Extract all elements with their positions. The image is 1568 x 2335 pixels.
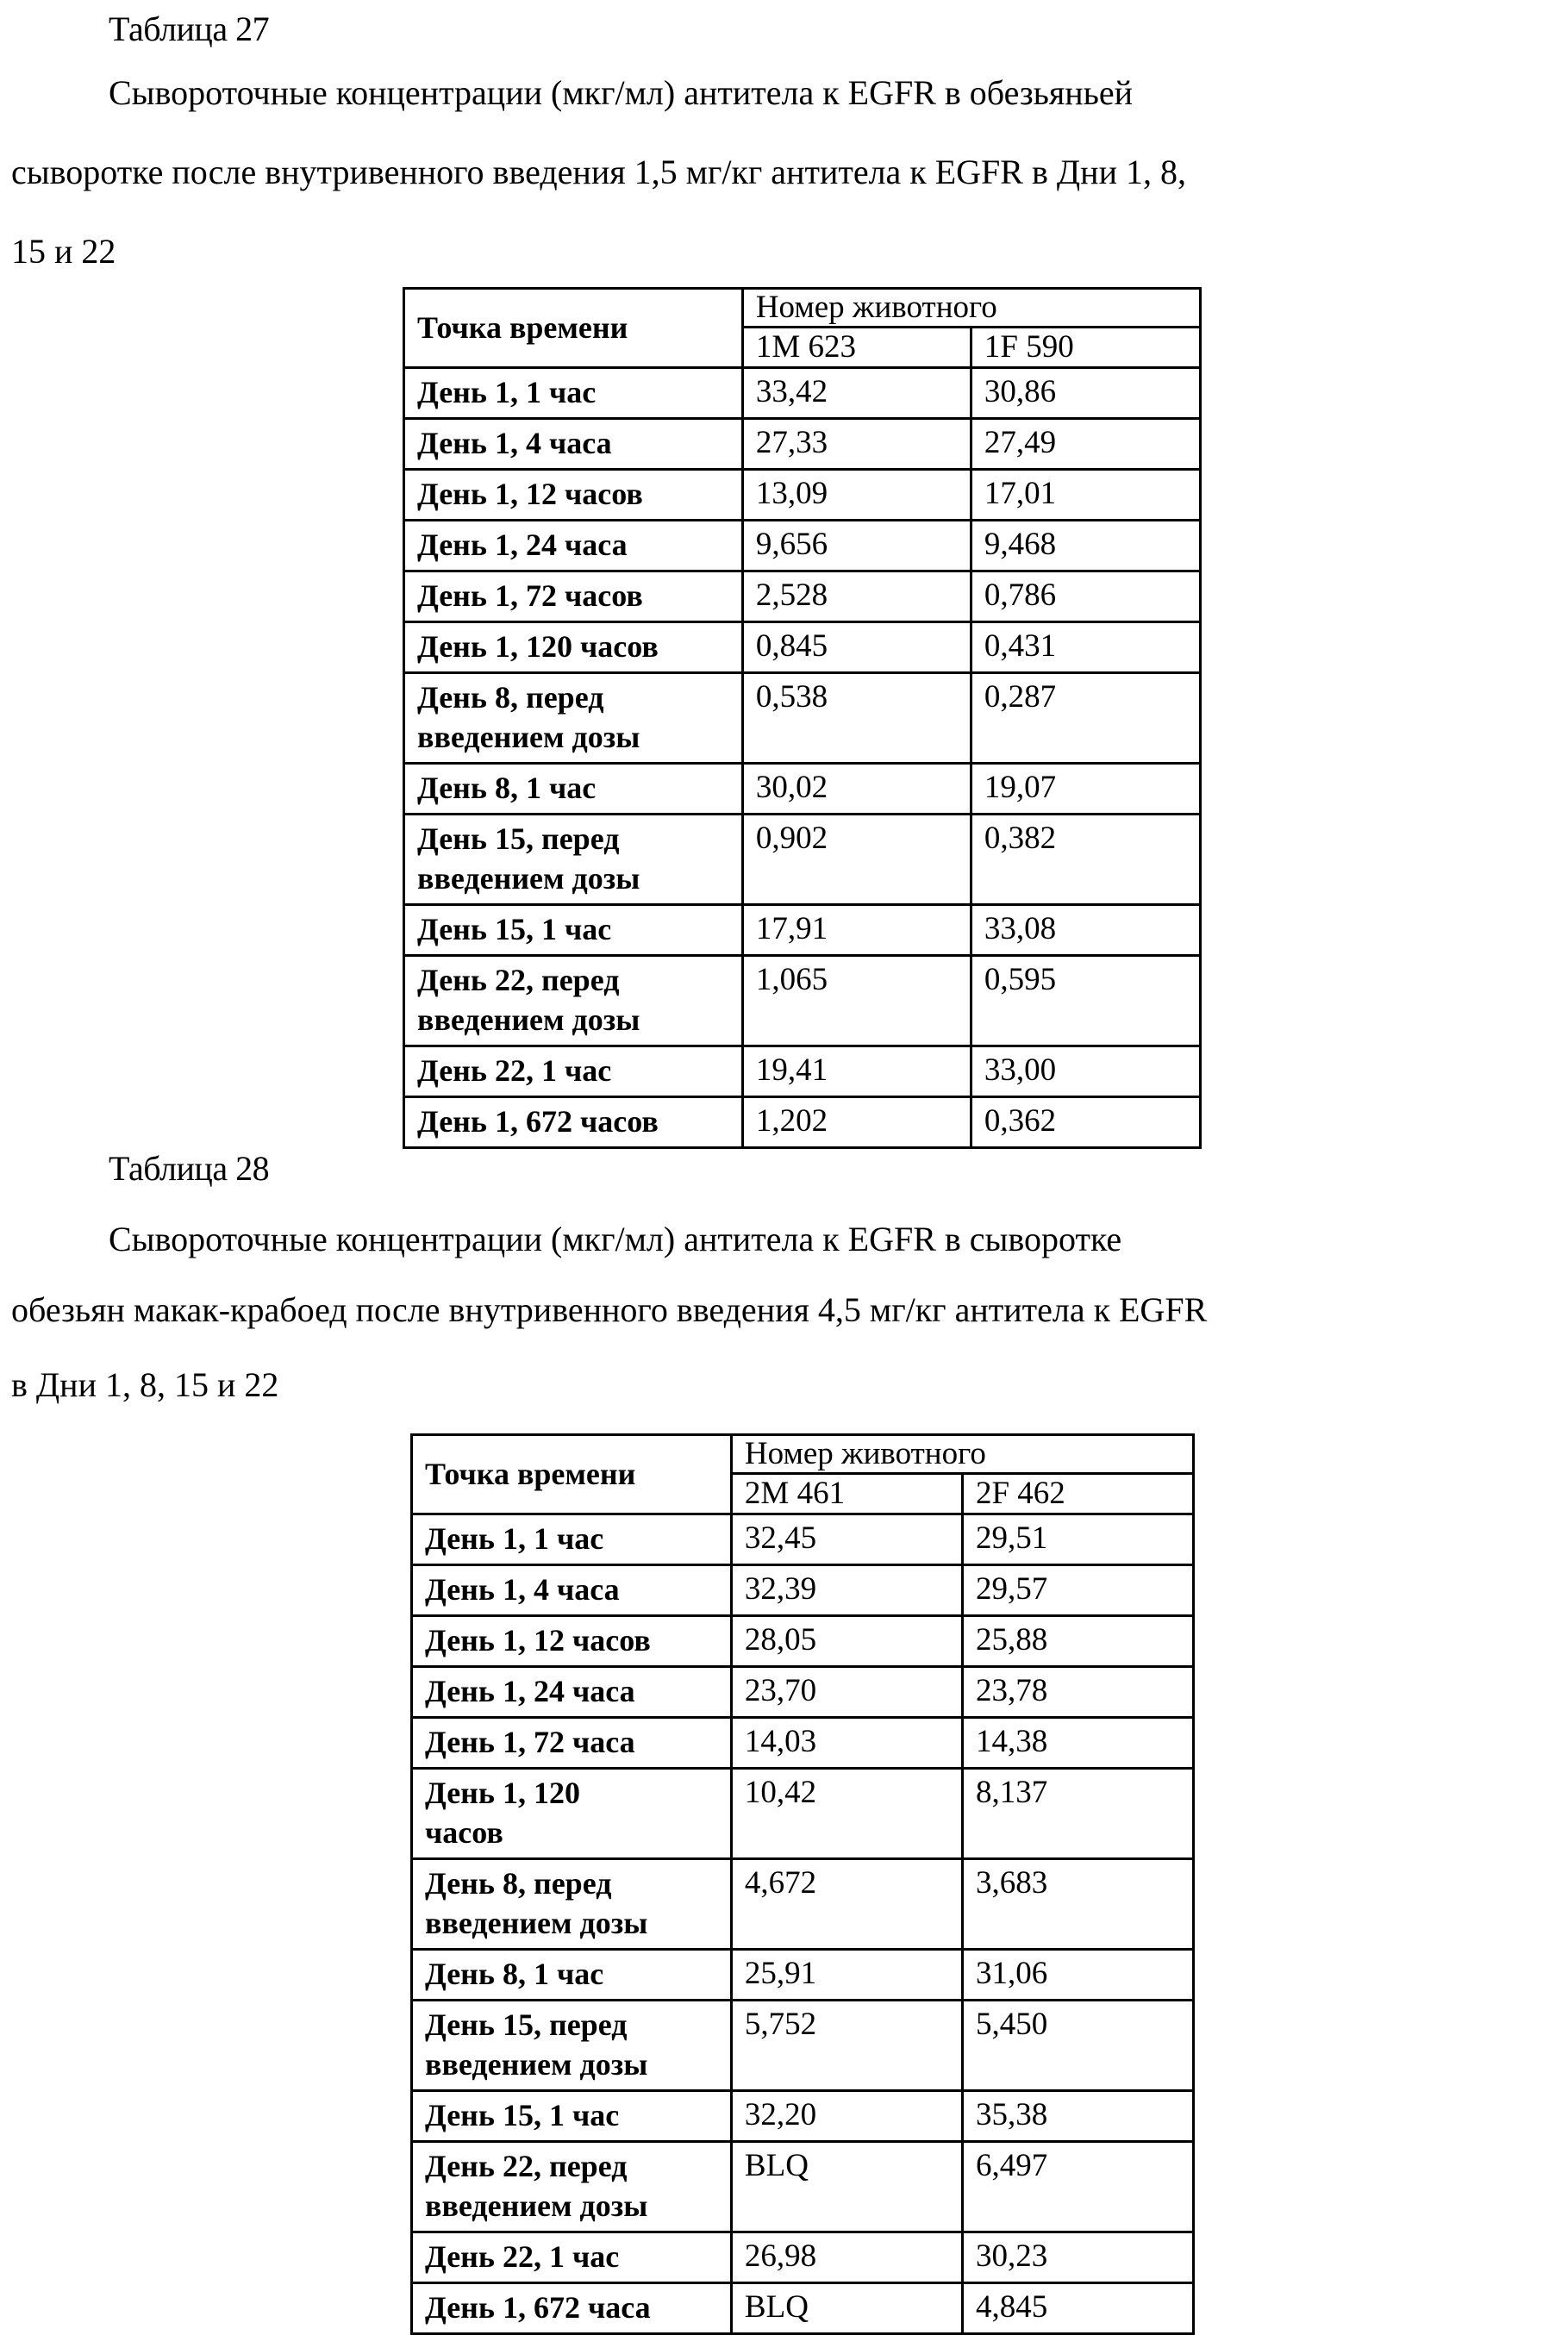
table-row — [404, 368, 1201, 419]
concentration-cell: 4,672 — [731, 1859, 962, 1950]
concentration-cell: 33,08 — [971, 905, 1200, 956]
time-point-text: введением дозы — [417, 720, 640, 754]
time-point-text: День 15, перед — [417, 821, 620, 856]
time-point-text: День 1, 72 часа — [425, 1725, 635, 1759]
concentration-cell: 19,07 — [971, 764, 1200, 815]
time-point-text: День 1, 12 часов — [425, 1623, 651, 1658]
table-28-body — [412, 1435, 1194, 2334]
time-point-cell — [404, 1097, 743, 1148]
time-point-text: День 1, 72 часов — [417, 578, 643, 613]
time-point-cell — [412, 1769, 732, 1859]
table-row — [412, 2091, 1194, 2142]
time-point-text: День 1, 1 час — [417, 375, 597, 409]
time-point-cell — [404, 905, 743, 956]
table-row — [412, 1565, 1194, 1616]
concentration-cell: 5,752 — [731, 2001, 962, 2091]
table-27-caption-line-1: Сывороточные концентрации (мкг/мл) антитела к EGFR в обезьяньей — [109, 73, 1134, 112]
table-row — [404, 1046, 1201, 1097]
table-row — [412, 1616, 1194, 1667]
concentration-cell: 9,468 — [971, 521, 1200, 571]
concentration-cell: 0,786 — [971, 571, 1200, 622]
table-row — [412, 1667, 1194, 1718]
time-point-cell — [404, 521, 743, 571]
time-point-text: введением дозы — [425, 2047, 648, 2082]
time-point-text: введением дозы — [417, 1002, 640, 1037]
concentration-cell: 6,497 — [962, 2142, 1193, 2232]
concentration-cell: BLQ — [731, 2142, 962, 2232]
time-point-cell — [404, 368, 743, 419]
table-row — [412, 1514, 1194, 1565]
table-27-label: Таблица 27 — [109, 9, 270, 48]
concentration-cell: 14,38 — [962, 1718, 1193, 1769]
time-point-text: День 22, 1 час — [417, 1053, 612, 1088]
time-point-text: День 1, 24 часа — [417, 528, 628, 562]
concentration-cell: 17,01 — [971, 470, 1200, 521]
table-row — [404, 521, 1201, 571]
table-28-caption-line-3: в Дни 1, 8, 15 и 22 — [11, 1365, 279, 1404]
table-row — [412, 2142, 1194, 2232]
time-point-cell — [412, 1718, 732, 1769]
table-row — [404, 673, 1201, 764]
animal-number-header: Номер животного — [731, 1435, 1193, 1474]
time-point-cell — [404, 815, 743, 905]
time-point-text: День 8, 1 час — [425, 1957, 604, 1991]
time-point-text: День 8, перед — [417, 680, 604, 715]
table-28-label: Таблица 28 — [109, 1149, 270, 1188]
concentration-cell: 1,065 — [742, 956, 971, 1046]
concentration-cell: 0,431 — [971, 622, 1200, 673]
time-point-cell — [412, 1514, 732, 1565]
time-point-text: День 15, 1 час — [425, 2098, 620, 2132]
animal-id-header: 2M 461 — [731, 1474, 962, 1514]
table-row — [404, 905, 1201, 956]
concentration-cell: 0,595 — [971, 956, 1200, 1046]
table-row — [412, 1718, 1194, 1769]
time-point-text: День 15, 1 час — [417, 912, 612, 946]
time-point-cell — [412, 1950, 732, 2001]
concentration-cell: 0,538 — [742, 673, 971, 764]
time-point-cell — [404, 673, 743, 764]
table-row — [412, 2283, 1194, 2334]
time-point-text: День 1, 4 часа — [417, 426, 612, 460]
time-point-text: День 1, 12 часов — [417, 477, 643, 511]
time-point-cell — [404, 622, 743, 673]
table-row — [412, 1769, 1194, 1859]
time-point-text: День 1, 4 часа — [425, 1572, 620, 1607]
concentration-cell: 0,382 — [971, 815, 1200, 905]
concentration-cell: 28,05 — [731, 1616, 962, 1667]
table-28 — [410, 1433, 1195, 2335]
concentration-cell: 35,38 — [962, 2091, 1193, 2142]
concentration-cell: 13,09 — [742, 470, 971, 521]
table-27-caption-line-3: 15 и 22 — [11, 232, 116, 271]
concentration-cell: 23,70 — [731, 1667, 962, 1718]
time-point-text: введением дозы — [425, 1906, 648, 1940]
time-point-cell — [412, 2142, 732, 2232]
animal-id-header: 1F 590 — [971, 328, 1200, 368]
concentration-cell: 25,88 — [962, 1616, 1193, 1667]
concentration-cell: 30,02 — [742, 764, 971, 815]
header-row — [412, 1435, 1194, 1474]
concentration-cell: 2,528 — [742, 571, 971, 622]
time-point-text: День 8, 1 час — [417, 771, 597, 805]
concentration-cell: 33,00 — [971, 1046, 1200, 1097]
time-point-header: Точка времени — [404, 289, 743, 368]
time-point-text: День 22, перед — [417, 963, 620, 997]
concentration-cell: 0,362 — [971, 1097, 1200, 1148]
concentration-cell: 27,49 — [971, 419, 1200, 470]
concentration-cell: 32,45 — [731, 1514, 962, 1565]
time-point-cell — [404, 470, 743, 521]
time-point-header: Точка времени — [412, 1435, 732, 1514]
time-point-cell — [412, 2091, 732, 2142]
time-point-text: День 1, 120 — [425, 1776, 580, 1810]
time-point-cell — [404, 956, 743, 1046]
time-point-cell — [404, 419, 743, 470]
concentration-cell: 19,41 — [742, 1046, 971, 1097]
concentration-cell: 25,91 — [731, 1950, 962, 2001]
time-point-text: День 8, перед — [425, 1866, 612, 1901]
concentration-cell: 17,91 — [742, 905, 971, 956]
table-row — [412, 2001, 1194, 2091]
time-point-cell — [412, 1667, 732, 1718]
concentration-cell: BLQ — [731, 2283, 962, 2334]
table-row — [404, 622, 1201, 673]
concentration-cell: 0,845 — [742, 622, 971, 673]
time-point-text: День 22, 1 час — [425, 2239, 620, 2274]
table-28-caption-line-1: Сывороточные концентрации (мкг/мл) антитела к EGFR в сыворотке — [109, 1220, 1122, 1258]
table-row — [404, 470, 1201, 521]
concentration-cell: 23,78 — [962, 1667, 1193, 1718]
table-row — [412, 1950, 1194, 2001]
concentration-cell: 1,202 — [742, 1097, 971, 1148]
time-point-text: введением дозы — [417, 861, 640, 896]
concentration-cell: 3,683 — [962, 1859, 1193, 1950]
concentration-cell: 30,86 — [971, 368, 1200, 419]
animal-number-header: Номер животного — [742, 289, 1200, 328]
time-point-cell — [404, 571, 743, 622]
concentration-cell: 30,23 — [962, 2232, 1193, 2283]
time-point-text: День 22, перед — [425, 2149, 628, 2183]
time-point-cell — [412, 2001, 732, 2091]
time-point-text: День 1, 672 часов — [417, 1104, 659, 1139]
table-row — [404, 571, 1201, 622]
table-27-body — [404, 289, 1201, 1148]
table-27 — [403, 287, 1202, 1149]
concentration-cell: 29,57 — [962, 1565, 1193, 1616]
concentration-cell: 32,39 — [731, 1565, 962, 1616]
table-row — [404, 815, 1201, 905]
concentration-cell: 4,845 — [962, 2283, 1193, 2334]
concentration-cell: 31,06 — [962, 1950, 1193, 2001]
time-point-cell — [404, 1046, 743, 1097]
table-row — [404, 419, 1201, 470]
concentration-cell: 14,03 — [731, 1718, 962, 1769]
animal-id-header: 1M 623 — [742, 328, 971, 368]
time-point-cell — [412, 1616, 732, 1667]
concentration-cell: 5,450 — [962, 2001, 1193, 2091]
header-row — [404, 289, 1201, 328]
time-point-cell — [412, 1859, 732, 1950]
concentration-cell: 0,287 — [971, 673, 1200, 764]
time-point-text: День 1, 672 часа — [425, 2290, 651, 2325]
concentration-cell: 0,902 — [742, 815, 971, 905]
concentration-cell: 8,137 — [962, 1769, 1193, 1859]
table-row — [412, 2232, 1194, 2283]
concentration-cell: 10,42 — [731, 1769, 962, 1859]
time-point-cell — [404, 764, 743, 815]
time-point-text: введением дозы — [425, 2188, 648, 2223]
time-point-text: часов — [425, 1815, 503, 1850]
time-point-cell — [412, 1565, 732, 1616]
time-point-cell — [412, 2283, 732, 2334]
time-point-text: День 1, 120 часов — [417, 629, 659, 664]
concentration-cell: 32,20 — [731, 2091, 962, 2142]
time-point-text: День 1, 24 часа — [425, 1674, 635, 1708]
table-row — [412, 1859, 1194, 1950]
concentration-cell: 26,98 — [731, 2232, 962, 2283]
table-row — [404, 1097, 1201, 1148]
concentration-cell: 29,51 — [962, 1514, 1193, 1565]
table-27-caption-line-2: сыворотке после внутривенного введения 1,5 мг/кг антитела к EGFR в Дни 1, 8, — [11, 153, 1186, 191]
table-row — [404, 764, 1201, 815]
animal-id-header: 2F 462 — [962, 1474, 1193, 1514]
time-point-cell — [412, 2232, 732, 2283]
table-28-caption-line-2: обезьян макак-крабоед после внутривенного введения 4,5 мг/кг антитела к EGFR — [11, 1290, 1208, 1329]
time-point-text: День 15, перед — [425, 2007, 628, 2042]
concentration-cell: 33,42 — [742, 368, 971, 419]
concentration-cell: 27,33 — [742, 419, 971, 470]
table-row — [404, 956, 1201, 1046]
time-point-text: День 1, 1 час — [425, 1521, 604, 1556]
concentration-cell: 9,656 — [742, 521, 971, 571]
